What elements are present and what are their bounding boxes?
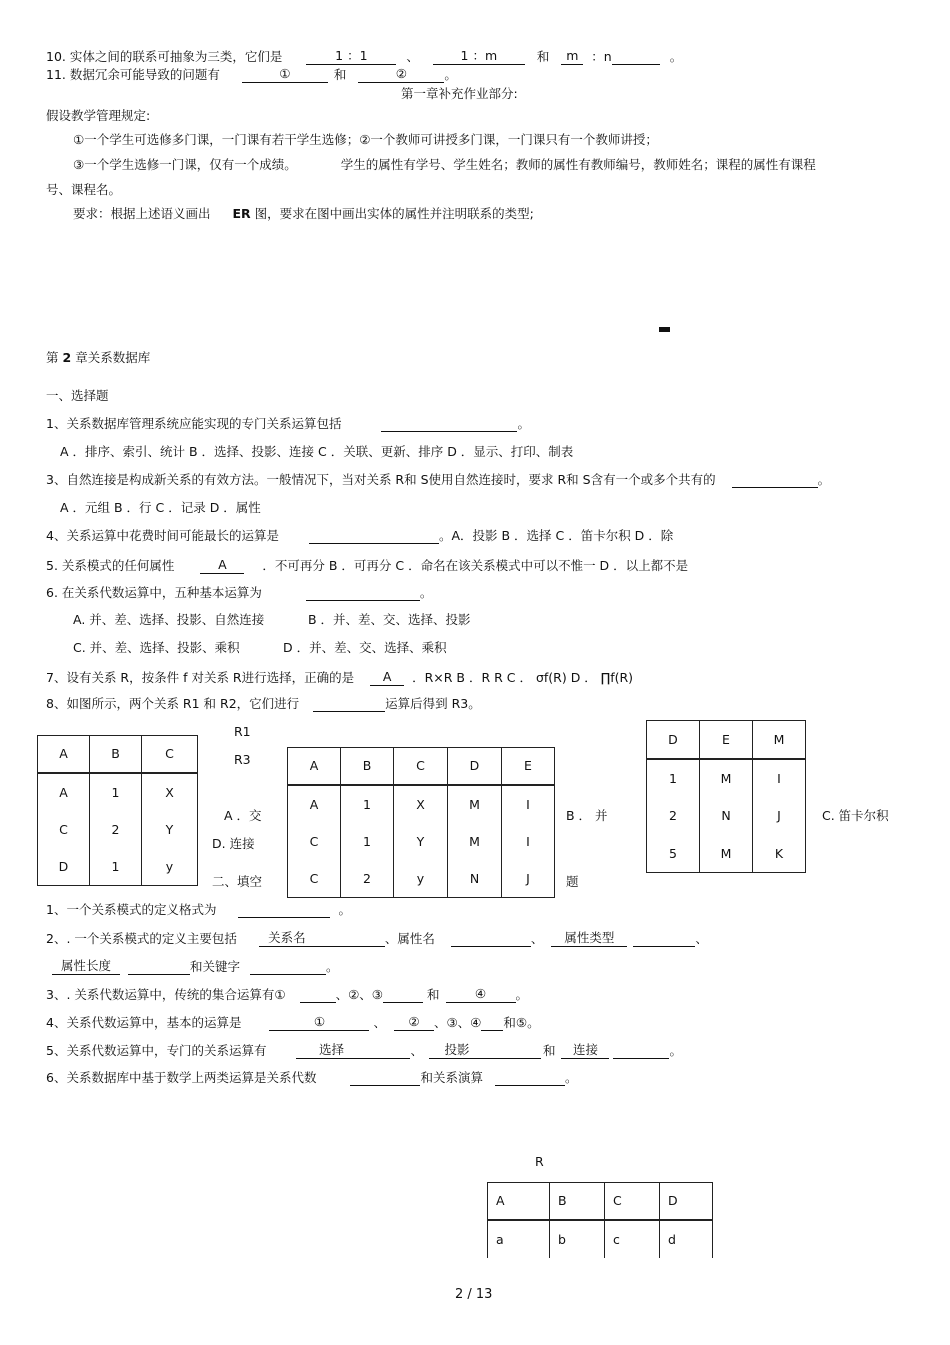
question-2-4: 4、关系运算中花费时间可能最长的运算是 。A．投影 B ．选择 C ．笛卡尔积 D ．除 <box>46 528 674 543</box>
blank-11-2: ② <box>358 66 444 83</box>
blank-f6-1 <box>350 1070 420 1086</box>
blank-f4-2: ② <box>394 1014 434 1031</box>
blank-11-1: ① <box>242 66 328 83</box>
requirement: 要求：根据上述语义画出 ER 图，要求在图中画出实体的属性并注明联系的类型; <box>73 206 534 221</box>
question-2-1-options: A ．排序、索引、统计 B ．选择、投影、连接 C ．关联、更新、排序 D ．显示、打印、制表 <box>60 444 574 459</box>
blank-f2-5 <box>250 959 326 975</box>
blank-10-2: 1 ：m <box>433 48 525 65</box>
question-2-6-option-c: C. 并、差、选择、投影、乘积 <box>73 640 240 655</box>
table-r1: A B C A 1 X C 2 Y D 1 y <box>37 735 198 886</box>
question-2-6-option-d: D ．并、差、交、选择、乘积 <box>283 640 447 655</box>
fill-question-5: 5、关系代数运算中，专门的关系运算有 选择 、 投影 和 连接 。 <box>46 1042 682 1058</box>
option-a-intersect: A ．交 <box>224 808 262 823</box>
option-d-join: D. 连接 <box>212 836 255 851</box>
question-2-1: 1、关系数据库管理系统应能实现的专门关系运算包括 。 <box>46 416 530 431</box>
rule-3: ③一个学生选修一门课，仅有一个成绩。 学生的属性有学号、学生姓名；教师的属性有教师编号，教师姓名；课程的属性有课程 <box>73 157 816 172</box>
blank-f6-2 <box>495 1070 565 1086</box>
question-2-6: 6. 在关系代数运算中，五种基本运算为 。 <box>46 585 433 600</box>
blank-2-5: A <box>200 557 244 574</box>
question-2-3-options: A ．元组 B ．行 C ．记录 D ．属性 <box>60 500 261 515</box>
blank-2-1 <box>381 416 517 432</box>
blank-f3-1 <box>300 987 336 1003</box>
blank-f2-4: 属性长度 <box>52 958 120 975</box>
blank-f5-3: 连接 <box>561 1042 609 1059</box>
cursor-mark <box>659 327 670 332</box>
fill-question-6: 6、关系数据库中基于数学上两类运算是关系代数 和关系演算 。 <box>46 1070 578 1085</box>
blank-f2-2 <box>451 931 531 947</box>
fill-question-3: 3、. 关系代数运算中，传统的集合运算有① 、②、③ 和 ④ 。 <box>46 986 529 1002</box>
question-2-7: 7、设有关系 R，按条件 f 对关系 R进行选择，正确的是 A ．R×R B ．R R C ． σf(R) D ． ∏f(R) <box>46 669 634 685</box>
option-c-cartesian: C. 笛卡尔积 <box>822 808 889 823</box>
supplement-title: 第一章补充作业部分: <box>401 86 518 101</box>
question-10: 10. 实体之间的联系可抽象为三类，它们是 1 ：1 、 1 ：m 和 m ：n 。 <box>46 48 683 64</box>
section-fill: 二、填空 <box>212 874 263 889</box>
table-r3: A B C D E A 1 X M I C 1 Y M I C 2 y N J <box>287 747 555 898</box>
blank-f4-1: ① <box>269 1014 369 1031</box>
blank-10-1: 1 ：1 <box>306 48 396 65</box>
question-2-8: 8、如图所示，两个关系 R1 和 R2，它们进行 运算后得到 R3。 <box>46 696 481 711</box>
blank-2-6 <box>306 585 420 601</box>
question-2-6-option-a: A. 并、差、选择、投影、自然连接 <box>73 612 265 627</box>
blank-f2-3: 属性类型 <box>551 930 627 947</box>
assumption: 假设教学管理规定: <box>46 108 151 123</box>
blank-10-3b <box>612 49 660 65</box>
rule-3-cont: 号、课程名。 <box>46 182 122 197</box>
page-number: 2 / 13 <box>455 1287 493 1302</box>
blank-10-3a: m <box>561 48 583 65</box>
label-r3: R3 <box>234 752 251 767</box>
section-choice: 一、选择题 <box>46 388 109 403</box>
label-r1: R1 <box>234 724 251 739</box>
fill-question-1: 1、一个关系模式的定义格式为 。 <box>46 902 351 917</box>
option-b-union: B ． 并 <box>566 808 608 823</box>
question-2-6-option-b: B ．并、差、交、选择、投影 <box>308 612 471 627</box>
blank-f2-1: 关系名 <box>259 930 315 947</box>
fill-question-2-cont: 属性长度 和关键字 。 <box>52 958 339 975</box>
blank-2-3 <box>732 472 818 488</box>
blank-f1 <box>238 902 330 918</box>
question-2-5: 5. 关系模式的任何属性 A ．不可再分 B ．可再分 C ．命名在该关系模式中可以不惟一 D ．以上都不是 <box>46 557 689 573</box>
blank-f3-4: ④ <box>446 986 516 1003</box>
table-r: A B C D a b c d <box>487 1182 713 1258</box>
label-r: R <box>535 1154 544 1169</box>
table-r2: D E M 1 M I 2 N J 5 M K <box>646 720 806 873</box>
section-fill-tail: 题 <box>566 874 579 889</box>
blank-f5-2: 投影 <box>429 1042 485 1059</box>
fill-question-4: 4、关系代数运算中，基本的运算是 ① 、 ② 、③、④ 和⑤。 <box>46 1014 540 1030</box>
blank-2-4 <box>309 528 439 544</box>
question-2-3: 3、自然连接是构成新关系的有效方法。一般情况下，当对关系 R和 S使用自然连接时，要求 R和 S含有一个或多个共有的 。 <box>46 472 831 487</box>
blank-2-7: A <box>370 669 404 686</box>
rule-1-2: ①一个学生可选修多门课，一门课有若干学生选修；②一个教师可讲授多门课，一门课只有一个教师讲授； <box>73 132 658 147</box>
blank-f5-1: 选择 <box>296 1042 366 1059</box>
question-11: 11. 数据冗余可能导致的问题有 ① 和 ② 。 <box>46 66 457 82</box>
fill-question-2: 2、. 一个关系模式的定义主要包括 关系名 、属性名 、 属性类型 、 <box>46 930 708 946</box>
blank-2-8 <box>313 696 385 712</box>
chapter-2-title: 第 2 章关系数据库 <box>46 350 151 365</box>
